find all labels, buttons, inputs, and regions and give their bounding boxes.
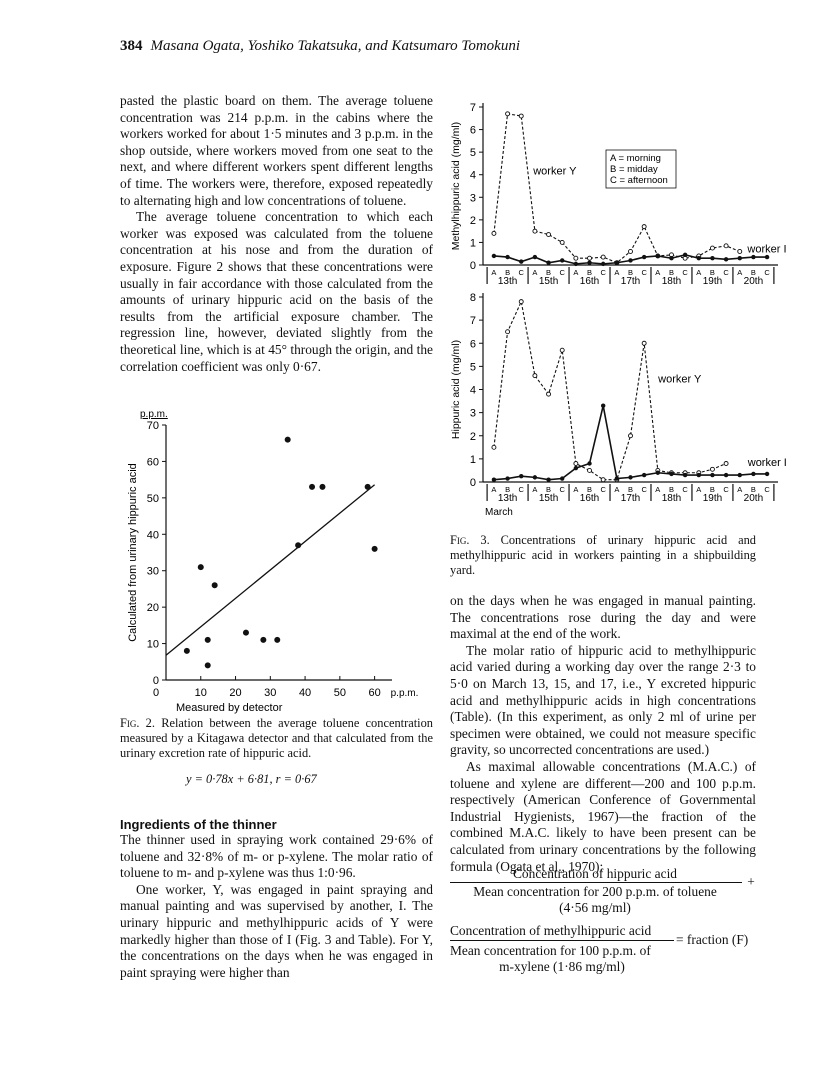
data-point-filled — [574, 262, 578, 266]
data-point — [365, 484, 371, 490]
left-column-top — [120, 93, 433, 375]
data-point — [243, 630, 249, 636]
data-point-open — [519, 114, 523, 118]
category-label: B — [750, 268, 756, 277]
data-point-filled — [656, 254, 660, 258]
category-label: A — [696, 268, 702, 277]
y-tick-label: 50 — [146, 492, 159, 505]
x-tick-label: 30 — [264, 687, 277, 699]
x-tick-label: 40 — [298, 687, 312, 699]
data-point-filled — [697, 473, 701, 477]
category-label: B — [750, 485, 756, 494]
data-point-filled — [642, 473, 646, 477]
fraction-bar — [450, 940, 674, 941]
data-point-filled — [615, 476, 619, 480]
legend-entry: C = afternoon — [610, 175, 668, 186]
section-heading — [120, 817, 433, 832]
series-line — [494, 406, 767, 480]
data-point-filled — [724, 473, 728, 477]
category-label: B — [627, 268, 634, 277]
data-point-filled — [697, 256, 701, 260]
y-tick-label: 20 — [146, 602, 159, 615]
data-point-open — [547, 233, 551, 237]
y-tick-label: 6 — [469, 124, 476, 137]
data-point-open — [492, 231, 496, 235]
y-tick-label: 1 — [469, 237, 476, 250]
x-axis-title: Measured by detector — [176, 702, 283, 714]
category-label: A — [655, 485, 661, 494]
data-point — [212, 582, 218, 588]
data-point-filled — [574, 466, 578, 470]
formula-numerator-2: Concentration of methylhippuric acid — [450, 923, 652, 938]
y-unit-label: p.p.m. — [140, 409, 168, 420]
data-point-open — [601, 478, 605, 482]
data-point — [372, 546, 378, 552]
category-label: C — [559, 485, 565, 494]
data-point-open — [506, 330, 510, 334]
heading-text: Ingredients of the thinner — [120, 817, 277, 832]
data-point-open — [642, 225, 646, 229]
paragraph: The average toluene concentration to which each worker was exposed was calculated from the toluene concentration at his nose and from the duration of exposure. Figure 2 shows that these concentrations were usually in fair accordance with those calculated from the amounts of urinary hippuric acid on the basis of the results from the artificial exposure chamber. The regression line, however, deviated slightly from the theoretical line, which is at 45° through the origin, and the correlation coefficient was only 0·67. — [120, 209, 433, 374]
plus-sign: + — [747, 874, 755, 889]
data-point-open — [560, 240, 564, 244]
formula-denominator-2b: m-xylene (1·86 mg/ml) — [499, 959, 625, 974]
day-label: 17th — [620, 276, 641, 287]
data-point-filled — [738, 473, 742, 477]
y-tick-label: 60 — [146, 456, 159, 469]
series-label-worker-i: worker I — [747, 243, 787, 256]
category-label: B — [709, 485, 715, 494]
category-label: B — [546, 485, 552, 494]
data-point-open — [574, 256, 578, 260]
category-label: C — [518, 268, 524, 277]
data-point-open — [547, 392, 551, 396]
data-point-filled — [669, 472, 673, 476]
category-label: C — [600, 268, 606, 277]
data-point-filled — [519, 474, 523, 478]
category-label: C — [764, 485, 770, 494]
y-tick-label: 2 — [469, 430, 476, 443]
day-label: 16th — [579, 493, 600, 504]
data-point-open — [560, 348, 564, 352]
data-point-filled — [683, 253, 687, 257]
y-tick-label: 7 — [469, 315, 476, 328]
category-label: A — [573, 268, 579, 277]
category-label: B — [587, 485, 593, 494]
caption-label: Fig. 3. — [450, 533, 490, 547]
data-point — [205, 662, 211, 668]
data-point-filled — [601, 403, 605, 407]
y-tick-label: 5 — [469, 147, 476, 160]
formula-numerator-1: Concentration of hippuric acid — [513, 866, 677, 881]
data-point — [198, 564, 204, 570]
formula-denominator-1b: (4·56 mg/ml) — [559, 900, 631, 915]
data-point-open — [642, 341, 646, 345]
figure-2-scatter — [120, 395, 440, 715]
day-label: 15th — [538, 493, 559, 504]
data-point-filled — [533, 475, 537, 479]
data-point-filled — [546, 261, 550, 265]
y-axis-title: Calculated from urinary hippuric acid — [127, 463, 139, 642]
category-label: C — [764, 268, 770, 277]
data-point-filled — [546, 477, 550, 481]
category-label: B — [587, 268, 593, 277]
y-tick-label: 2 — [469, 214, 476, 227]
data-point — [274, 637, 280, 643]
category-label: C — [641, 485, 647, 494]
left-column-bottom — [120, 832, 433, 981]
data-point-open — [724, 462, 728, 466]
day-label: 18th — [661, 493, 682, 504]
data-point-filled — [751, 472, 755, 476]
day-label: 20th — [743, 493, 764, 504]
category-label: C — [682, 268, 688, 277]
data-point-open — [629, 434, 633, 438]
data-point-open — [533, 229, 537, 233]
data-point-filled — [505, 476, 509, 480]
legend-entry: A = morning — [610, 153, 661, 164]
formula-denominator-2: Mean concentration for 100 p.p.m. of — [450, 943, 651, 958]
day-label: 17th — [620, 493, 641, 504]
header-authors: Masana Ogata, Yoshiko Takatsuka, and Katsumaro Tomokuni — [150, 38, 520, 54]
data-point-filled — [669, 256, 673, 260]
data-point-filled — [642, 255, 646, 259]
category-label: C — [518, 485, 524, 494]
data-point-filled — [628, 258, 632, 262]
data-point-filled — [683, 473, 687, 477]
x-tick-label: 50 — [333, 687, 346, 699]
category-label: A — [532, 268, 538, 277]
data-point-open — [601, 255, 605, 259]
paragraph: The thinner used in spraying work contained 29·6% of toluene and 32·8% of m- or p-xylene. The molar ratio of toluene to m- and p-xylene was thus 1:0·96. — [120, 832, 433, 881]
category-label: B — [505, 485, 511, 494]
day-label: 20th — [743, 276, 764, 287]
y-tick-label: 1 — [469, 453, 476, 466]
category-label: C — [682, 485, 688, 494]
day-label: 19th — [702, 276, 723, 287]
data-point-filled — [710, 473, 714, 477]
y-tick-label: 30 — [146, 565, 159, 578]
data-point-filled — [492, 254, 496, 258]
category-label: A — [737, 268, 743, 277]
data-point — [319, 484, 325, 490]
legend-entry: B = midday — [610, 164, 658, 175]
category-label: C — [559, 268, 565, 277]
data-point-filled — [533, 255, 537, 259]
data-point-filled — [656, 471, 660, 475]
series-label-worker-y: worker Y — [658, 373, 702, 386]
data-point-filled — [560, 476, 564, 480]
data-point — [260, 637, 266, 643]
x-tick-label: 10 — [194, 687, 207, 699]
data-point-open — [533, 374, 537, 378]
data-point-filled — [615, 261, 619, 265]
category-label: A — [573, 485, 579, 494]
caption-text: Relation between the average toluene concentration measured by a Kitagawa detector and that calculated from the urinary excretion rate of hippuric acid. — [120, 716, 433, 760]
page-number: 384 — [120, 38, 143, 54]
day-label: 13th — [497, 276, 518, 287]
y-tick-label: 8 — [469, 292, 476, 304]
y-axis-title: Hippuric acid (mg/ml) — [450, 339, 462, 440]
y-tick-label: 3 — [469, 407, 476, 420]
data-point-open — [492, 445, 496, 449]
data-point-filled — [492, 477, 496, 481]
data-point — [184, 648, 190, 654]
category-label: A — [737, 485, 743, 494]
day-label: 13th — [497, 493, 518, 504]
y-tick-label: 4 — [469, 384, 476, 397]
day-label: 19th — [702, 493, 723, 504]
data-point-open — [588, 256, 592, 260]
paragraph: on the days when he was engaged in manual painting. The concentrations rose during the day and were maximal at the end of the work. — [450, 593, 756, 642]
y-tick-label: 0 — [152, 675, 159, 687]
category-label: C — [723, 268, 729, 277]
category-label: B — [668, 268, 674, 277]
caption-label: Fig. 2. — [120, 716, 155, 730]
data-point — [295, 542, 301, 548]
category-label: A — [614, 485, 620, 494]
category-label: A — [614, 268, 620, 277]
y-tick-label: 3 — [469, 192, 476, 205]
category-label: B — [505, 268, 511, 277]
data-point-open — [588, 468, 592, 472]
y-tick-label: 4 — [469, 169, 476, 182]
data-point-filled — [587, 461, 591, 465]
category-label: B — [627, 485, 634, 494]
data-point-open — [724, 244, 728, 248]
y-tick-label: 10 — [146, 638, 159, 651]
category-label: A — [532, 485, 538, 494]
formula-denominator-1: Mean concentration for 200 p.p.m. of toluene — [473, 884, 717, 899]
figure-3-chart — [443, 95, 793, 525]
y-tick-label: 40 — [146, 529, 159, 542]
y-tick-label: 7 — [469, 102, 476, 114]
category-label: C — [641, 268, 647, 277]
day-label: 18th — [661, 276, 682, 287]
x-axis-title: March — [485, 507, 513, 518]
category-label: C — [600, 485, 606, 494]
figure-2-equation: y = 0·78x + 6·81, r = 0·67 — [186, 772, 317, 786]
data-point-filled — [519, 259, 523, 263]
category-label: A — [696, 485, 702, 494]
data-point-open — [574, 462, 578, 466]
category-label: B — [546, 268, 552, 277]
paragraph: The molar ratio of hippuric acid to methylhippuric acid varied during a working day over the range 2·3 to 5·0 on March 13, 15, and 17, i.e., Y excreted hippuric acid and methylhippuric acids in high concentrations (Table). (In this experiment, as only 2 ml of urine per specimen were obtained, we could not measure specific gravity, so uncorrected concentrations are used.) — [450, 642, 756, 758]
y-tick-label: 6 — [469, 338, 476, 351]
data-point-open — [738, 249, 742, 253]
caption-text: Concentrations of urinary hippuric acid and methylhippuric acid in workers painting in a shipbuilding yard. — [450, 533, 756, 577]
x-unit-label: p.p.m. — [390, 688, 419, 699]
data-point-open — [506, 112, 510, 116]
y-tick-label: 0 — [469, 477, 476, 489]
day-label: 15th — [538, 276, 559, 287]
data-point-open — [629, 249, 633, 253]
y-tick-label: 5 — [469, 361, 476, 374]
category-label: A — [655, 268, 661, 277]
data-point-open — [519, 300, 523, 304]
figure-2-caption — [120, 716, 433, 761]
running-header — [120, 38, 520, 55]
series-line — [494, 302, 726, 480]
formula-result: = fraction (F) — [676, 932, 749, 947]
data-point-open — [710, 246, 714, 250]
data-point-filled — [628, 475, 632, 479]
data-point — [285, 437, 291, 443]
paragraph: One worker, Y, was engaged in paint spraying and manual painting and was supervised by another, I. The urinary hippuric and methylhippuric acids of Y were markedly higher than those of I (Fig. 3 and Table). For Y, the concentrations on the days when he was engaged in paint spraying were higher than — [120, 881, 433, 980]
category-label: B — [668, 485, 674, 494]
x-tick-label: 60 — [368, 687, 381, 699]
data-point-filled — [505, 255, 509, 259]
data-point-filled — [765, 472, 769, 476]
data-point-filled — [738, 256, 742, 260]
data-point-filled — [601, 262, 605, 266]
paragraph: pasted the plastic board on them. The average toluene concentration was 214 p.p.m. in the cabins where the workers worked for about 1·5 minutes and 3 p.p.m. in the shop outside, where workers moved from one seat to the next, and where different workers spent different lengths of time. The workers were, therefore, exposed repeatedly to alternating high and low concentrations of toluene. — [120, 93, 433, 208]
series-label-worker-y: worker Y — [533, 165, 577, 178]
series-label-worker-i: worker I — [747, 456, 787, 469]
data-point — [205, 637, 211, 643]
fraction-bar — [450, 882, 742, 883]
y-tick-label: 70 — [146, 420, 159, 432]
data-point-filled — [560, 258, 564, 262]
category-label: A — [491, 485, 497, 494]
figure-3-caption — [450, 533, 756, 578]
data-point-filled — [587, 261, 591, 265]
x-tick-label: 0 — [152, 687, 160, 699]
y-tick-label: 0 — [469, 260, 476, 272]
category-label: A — [491, 268, 497, 277]
category-label: C — [723, 485, 729, 494]
x-tick-label: 20 — [229, 687, 242, 699]
regression-line — [166, 485, 375, 655]
data-point-filled — [724, 257, 728, 261]
data-point-filled — [710, 256, 714, 260]
right-column-text — [450, 593, 756, 875]
category-label: B — [709, 268, 715, 277]
day-label: 16th — [579, 276, 600, 287]
data-point-open — [710, 467, 714, 471]
paragraph: As maximal allowable concentrations (M.A.C.) of toluene and xylene are different—200 and 100 p.p.m. respectively (American Conference of Governmental Industrial Hygienists, 1967)—the fraction of the combined M.A.C. likely to have been present can be calculated from urinary concentrations by the following formula (Ogata et al., 1970): — [450, 758, 756, 874]
data-point — [309, 484, 315, 490]
y-axis-title: Methylhippuric acid (mg/ml) — [450, 121, 462, 251]
